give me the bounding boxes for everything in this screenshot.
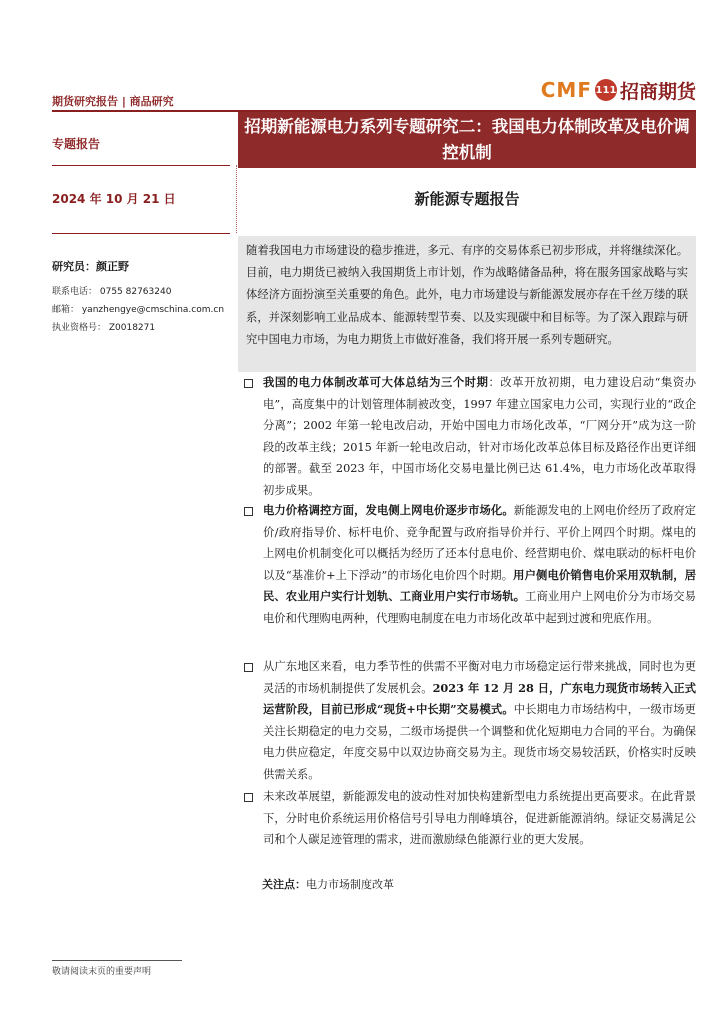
report-type: 专题报告	[52, 137, 101, 151]
bullet-normal: 中长期电力市场结构中，一级市场更关注长期稳定的电力交易，二级市场提供一个调整和优化短期电力合同的平台。为确保电力供应稳定，年度交易中以双边协商交易为主。现货市场交易较活跃，价格实时反映供需关系。	[263, 703, 696, 781]
company-logo	[541, 74, 696, 106]
bullet-text	[263, 656, 696, 785]
report-title: 招期新能源电力系列专题研究二：我国电力体制改革及电价调控机制	[238, 112, 696, 168]
bullet-normal: ：改革开放初期，电力建设启动“集资办电”，高度集中的计划管理体制被改变，1997 年建立国家电力公司，实现行业的“政企分离”；2002 年第一轮电改启动，开始中国电力市场化改革，“厂网分开”成为这一阶段的改革主线；2015 年新一轮电改启动，针对市场化改革总体目标及路径作出更详细的部署。截至 2023 年，中国市场化交易电量比例已达 61.4%，电力市场化改革取得初步成果。	[263, 376, 696, 497]
bullet-text	[263, 372, 696, 501]
sidebar-divider	[52, 233, 230, 234]
checkbox-bullet-icon	[244, 379, 253, 388]
researcher-name: 研究员：颜正野	[52, 260, 129, 273]
bullet-normal: 新能源发电的上网电价经历了政府定价/政府指导价、标杆电价、竞争配置与政府指导价并行、平价上网四个时期。煤电的上网电价机制变化可以概括为经历了还本付息电价、经营期电价、煤电联动的标杆电价以及“基准价+上下浮动”的市场化电价四个时期。	[263, 504, 696, 582]
bullet-bold: 用户侧电价销售电价采用双轨制，居民、农业用户实行计划轨、工商业用户实行市场轨。	[263, 567, 696, 603]
dotted-separator	[236, 165, 237, 233]
logo-emblem-icon: 111	[595, 79, 617, 101]
checkbox-bullet-icon	[244, 507, 253, 516]
bullet-bold: 2023 年 12 月 28 日，广东电力现货市场转入正式运营阶段，目前已形成“现货+中长期”交易模式。	[263, 680, 696, 716]
footer-disclaimer: 敬请阅读末页的重要声明	[52, 967, 152, 977]
bullet-point	[244, 656, 696, 785]
researcher-email: 邮箱： yanzhengye@cmschina.com.cn	[52, 305, 225, 315]
bullet-bold: 我国的电力体制改革可大体总结为三个时期	[263, 375, 489, 389]
checkbox-bullet-icon	[244, 793, 253, 802]
focus-label: 关注点：	[262, 878, 306, 891]
focus-line	[262, 876, 394, 892]
sidebar-divider	[52, 165, 230, 166]
researcher-license: 执业资格号： Z0018271	[52, 323, 156, 333]
bullet-point	[244, 500, 696, 629]
header-category: 期货研究报告 | 商品研究	[52, 95, 174, 108]
bullet-bold: 电力价格调控方面，发电侧上网电价逐步市场化。	[263, 503, 514, 517]
summary-box: 随着我国电力市场建设的稳步推进，多元、有序的交易体系已初步形成，并将继续深化。目前，电力期货已被纳入我国期货上市计划，作为战略储备品种，将在服务国家战略与实体经济方面扮演至关重要的角色。此外，电力市场建设与新能源发展亦存在千丝万缕的联系，并深刻影响工业品成本、能源转型节奏、以及实现碳中和目标等。为了深入跟踪与研究中国电力市场，为电力期货上市做好准备，我们将开展一系列专题研究。	[238, 236, 696, 372]
bullet-text	[263, 500, 696, 629]
logo-cmf-text: CMF	[540, 78, 592, 102]
bullet-text	[263, 786, 696, 851]
bullet-normal: 未来改革展望，新能源发电的波动性对加快构建新型电力系统提出更高要求。在此背景下，分时电价系统运用价格信号引导电力削峰填谷，促进新能源消纳。绿证交易满足公司和个人碳足迹管理的需求，进而激励绿色能源行业的更大发展。	[263, 790, 696, 846]
report-date: 2024 年 10 月 21 日	[52, 192, 176, 206]
bullet-point	[244, 786, 696, 851]
report-subtitle: 新能源专题报告	[414, 190, 520, 208]
footer-rule	[52, 960, 182, 961]
bullet-point	[244, 372, 696, 501]
focus-value: 电力市场制度改革	[306, 878, 394, 891]
logo-cn-text: 招商期货	[619, 80, 696, 103]
checkbox-bullet-icon	[244, 663, 253, 672]
researcher-phone: 联系电话： 0755 82763240	[52, 287, 172, 297]
bullet-normal: 工商业用户上网电价分为市场交易电价和代理购电两种，代理购电制度在电力市场化改革中起到过渡和兜底作用。	[263, 590, 696, 625]
bullet-normal: 从广东地区来看，电力季节性的供需不平衡对电力市场稳定运行带来挑战，同时也为更灵活的市场机制提供了发展机会。	[263, 660, 696, 695]
